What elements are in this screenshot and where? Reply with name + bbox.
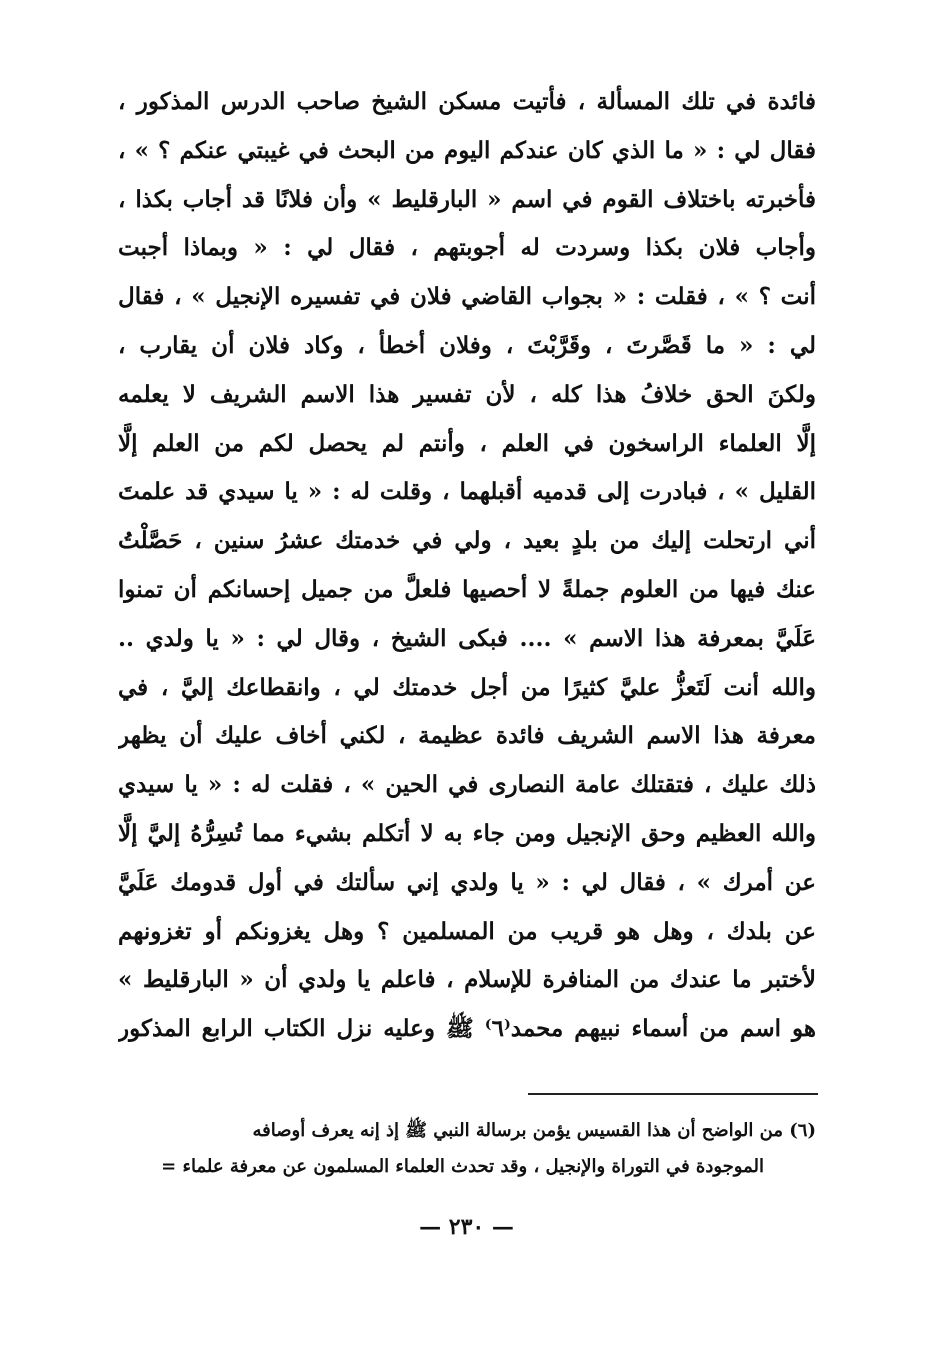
text-line: وأجاب فلان بكذا وسردت له أجوبتهم ، فقال لي : « وبماذا أجبت	[118, 234, 816, 262]
text-line: عنك فيها من العلوم جملةً لا أحصيها فلعلَّ من جميل إحسانكم أن تمنوا	[118, 575, 816, 603]
main-text-block	[118, 78, 816, 1054]
footnote-line: (٦) من الواضح أن هذا القسيس يؤمن برسالة النبي ﷺ إذ إنه يعرف أوصافه	[252, 1120, 816, 1141]
text-line: والله أنت لَتَعزُّ عليَّ كثيرًا من أجل خدمتك لي ، وانقطاعك إليَّ ، في	[118, 673, 816, 701]
text-line: ولكنَ الحق خلافُ هذا كله ، لأن تفسير هذا الاسم الشريف لا يعلمه	[118, 380, 816, 408]
text-line: هو اسم من أسماء نبيهم محمد⁽٦⁾ ﷺ وعليه نزل الكتاب الرابع المذكور	[118, 1015, 816, 1043]
text-line: لي : « ما قَصَّرتَ ، وقَرَّبْتَ ، وفلان أخطأ ، وكاد فلان أن يقارب ،	[118, 331, 816, 359]
text-line: عن بلدك ، وهل هو قريب من المسلمين ؟ وهل يغزونكم أو تغزونهم	[118, 917, 816, 945]
text-line: عَلَيَّ بمعرفة هذا الاسم » .... فبكى الشيخ ، وقال لي : « يا ولدي ..	[118, 624, 816, 652]
page-number: — ٢٣٠ —	[419, 1214, 514, 1240]
text-line: والله العظيم وحق الإنجيل ومن جاء به لا أتكلم بشيء مما تُسِرُّهُ إليَّ إلَّا	[118, 819, 816, 847]
footnote-separator	[528, 1093, 818, 1095]
text-line: فائدة في تلك المسألة ، فأتيت مسكن الشيخ صاحب الدرس المذكور ،	[118, 88, 816, 115]
text-line: أنت ؟ » ، فقلت : « بجواب القاضي فلان في تفسيره الإنجيل » ، فقال	[118, 283, 816, 311]
text-line: فأخبرته باختلاف القوم في اسم « البارقليط » وأن فلانًا قد أجاب بكذا ،	[118, 185, 816, 213]
text-line: القليل » ، فبادرت إلى قدميه أقبلهما ، وقلت له : « يا سيدي قد علمتَ	[118, 478, 816, 506]
text-line: إلَّا العلماء الراسخون في العلم ، وأنتم لم يحصل لكم من العلم إلَّا	[118, 429, 816, 457]
text-line: فقال لي : « ما الذي كان عندكم اليوم من البحث في غيبتي عنكم ؟ » ،	[118, 136, 816, 164]
text-line: لأختبر ما عندك من المنافرة للإسلام ، فاعلم يا ولدي أن « البارقليط »	[118, 966, 816, 994]
footnote-line: الموجودة في التوراة والإنجيل ، وقد تحدث العلماء المسلمون عن معرفة علماء =	[161, 1156, 764, 1177]
footnotes-block	[118, 1113, 816, 1185]
text-line: عن أمرك » ، فقال لي : « يا ولدي إني سألتك في أول قدومك عَلَيَّ	[118, 868, 816, 896]
text-line: أني ارتحلت إليك من بلدٍ بعيد ، ولي في خدمتك عشرُ سنين ، حَصَّلْتُ	[118, 527, 816, 555]
text-line: ذلك عليك ، فتقتلك عامة النصارى في الحين » ، فقلت له : « يا سيدي	[118, 771, 816, 799]
text-line: معرفة هذا الاسم الشريف فائدة عظيمة ، لكني أخاف عليك أن يظهر	[118, 722, 816, 750]
